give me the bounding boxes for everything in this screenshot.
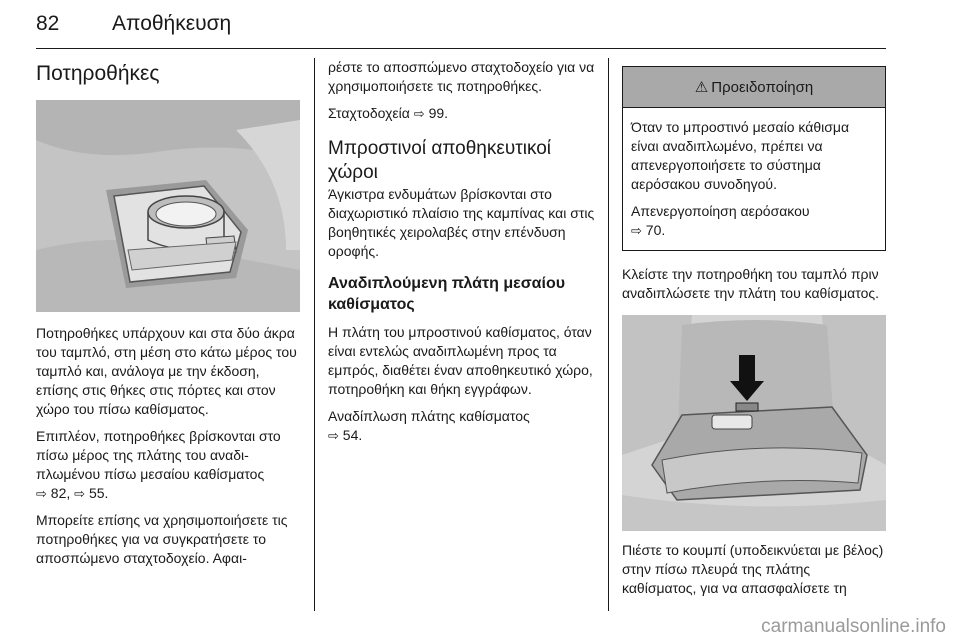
ref-link-55[interactable]: 55. [88,485,109,501]
warning-header [623,67,885,108]
column-3 [622,58,886,606]
ashtray-para: ρέστε το αποσπώμενο σταχτοδοχείο για να χρησιμοποιήσετε τις ποτηροθήκες. [328,59,595,94]
ref-link-99[interactable]: 99. [428,105,449,121]
ref-arrow-icon: ⇨ [36,486,47,501]
airbag-text: Απενεργοποίηση αερόσακου [631,203,810,219]
section-title: Αποθήκευση [112,12,232,35]
watermark: carmanualsonline.info [761,616,946,637]
column-divider-1 [314,58,315,611]
ref-link-70[interactable]: 70. [645,222,666,238]
column-divider-2 [608,58,609,611]
ref-arrow-icon: ⇨ [328,428,339,443]
ref-arrow-icon: ⇨ [631,223,642,238]
warning-body [623,108,885,250]
warning-triangle-icon: ⚠ [694,79,709,96]
warning-title: Προειδοποίηση [711,78,814,96]
cupholders-heading: Ποτηροθήκες [36,62,160,85]
ref-arrow-icon: ⇨ [413,106,425,121]
close-cupholder-para: Κλείστε την ποτηροθήκη του ταμπλό πριν αναδιπλώσετε την πλάτη του καθίσματος. [622,266,880,301]
fold-seat-para: Η πλάτη του μπροστινού καθίσματος, όταν είναι εντελώς αναδιπλωμένη προς τα εμπρός, διαθέτει έναν αποθηκευτικό χώρο, ποτηροθήκη και θήκη εγγράφων. [328,324,593,397]
column-1 [36,58,302,576]
page-header [36,8,886,42]
cupholders-para-2 [36,427,302,503]
warning-para: Όταν το μπροστινό μεσαίο κάθισμα είναι αναδιπλωμένο, πρέπει να απενεργοποιήσετε το σύστημα αερόσακου συνοδηγού. [631,119,850,192]
header-rule [36,48,886,49]
warning-box [622,66,886,251]
ashtray-text: Σταχτοδοχεία [328,105,410,121]
fold-text: Αναδίπλωση πλάτης καθίσματος [328,408,530,424]
ref-link-54[interactable]: 54. [342,427,363,443]
cupholders-para-2-text: Επιπλέον, ποτηροθήκες βρίσκονται στο πίσω μέρος της πλάτης του αναδιπλωμένου πίσω μεσαίου καθίσματος [36,428,281,482]
page-number: 82 [36,12,60,35]
ashtray-ref-line [328,104,596,123]
press-button-para: Πιέστε το κουμπί (υποδεικνύεται με βέλος) στην πίσω πλευρά της πλάτης καθίσματος, για να απασφαλίσετε τη [622,542,884,596]
seat-button-illustration [622,315,886,531]
cupholder-illustration [36,100,300,312]
fold-seat-subheading: Αναδιπλούμενη πλάτη μεσαίου καθίσματος [328,275,566,313]
column-2 [328,58,596,453]
cupholders-para-3: Μπορείτε επίσης να χρησιμοποιήσετε τις ποτηροθήκες για να συγκρατήσετε το αποσπώμενο σταχτοδοχείο. Αφαι- [36,512,288,566]
ref-arrow-icon: ⇨ [74,486,86,501]
front-storage-heading: Μπροστινοί αποθηκευτικοί χώροι [328,138,551,183]
cupholders-para-1: Ποτηροθήκες υπάρχουν και στα δύο άκρα του ταμπλό, στη μέση στο κάτω μέρος του ταμπλό και, ανάλογα με την έκδοση, επίσης στις θήκες στις πόρτες και στον χώρο του πίσω καθίσματος. [36,325,297,417]
airbag-ref-line [631,202,877,240]
fold-ref-line [328,407,596,445]
front-storage-para: Άγκιστρα ενδυμάτων βρίσκονται στο διαχωριστικό πλαίσιο της καμπίνας και στις βοηθητικές χειρολαβές στην επένδυση οροφής. [328,186,595,259]
ref-link-82[interactable]: 82, [50,485,71,501]
